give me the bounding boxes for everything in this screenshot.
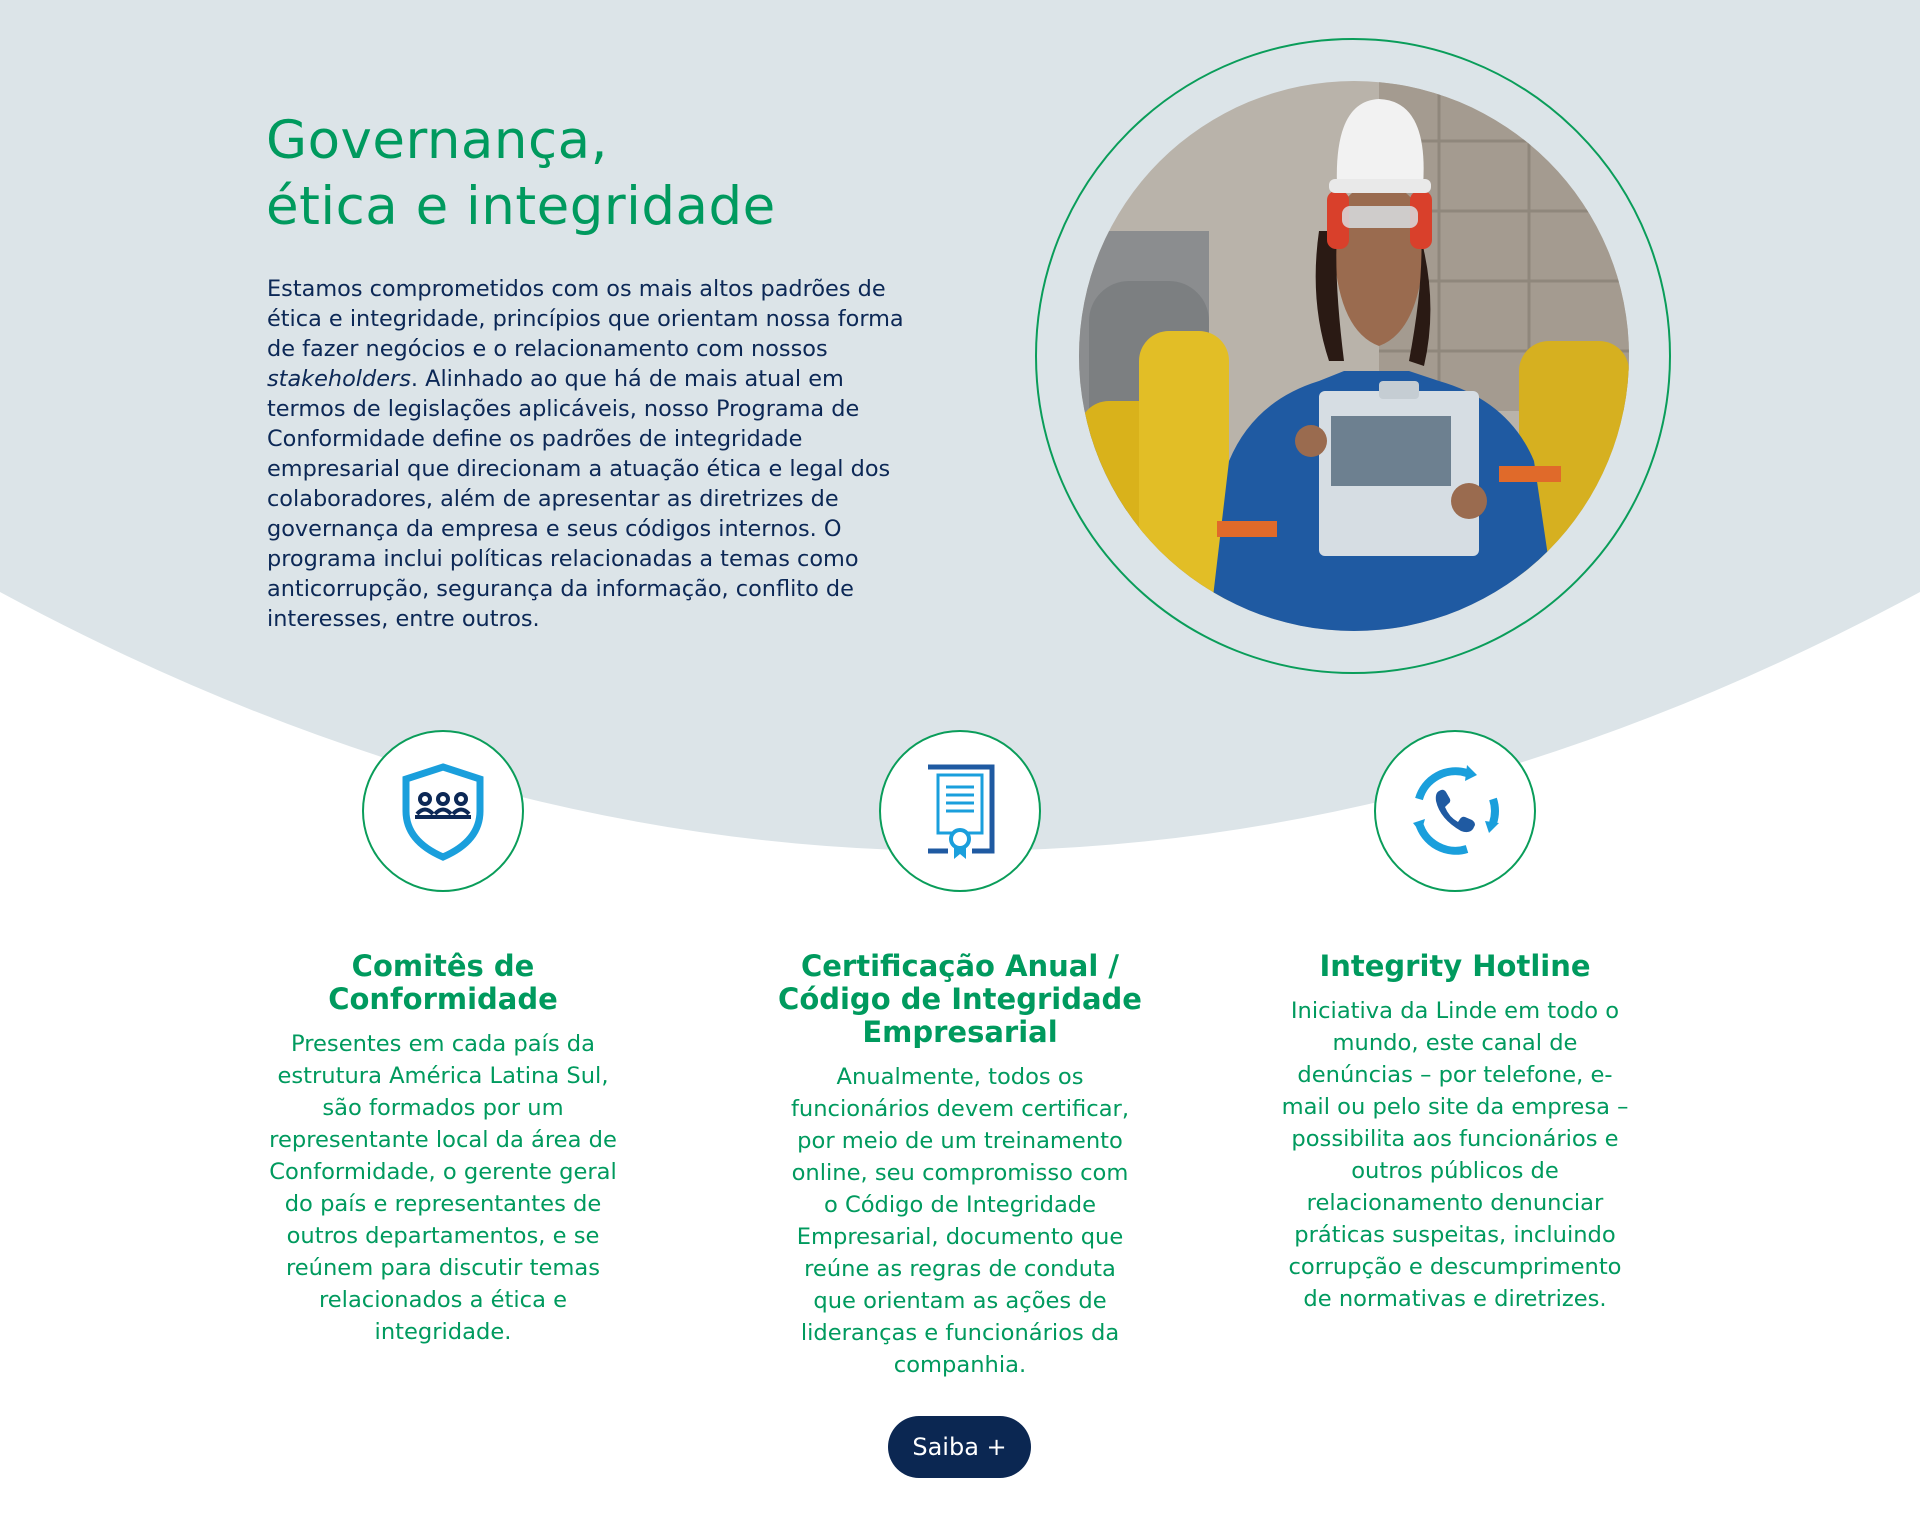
feature-certification-title — [750, 950, 1170, 1049]
hero-text-part-2: . Alinhado ao que há de mais atual em termos de legislações aplicáveis, nosso Programa de Conformidade define os padrões de integridade empresarial que direcionam a atuação ética e legal dos colaboradores, além de apresentar as diretrizes de governança da empresa e seus códigos internos. O programa inclui políticas relacionadas a temas como anticorrupção, segurança da informação, conflito de interesses, entre outros. — [267, 366, 891, 632]
page-title — [266, 108, 776, 240]
feature-hotline-text: Iniciativa da Linde em todo o mundo, este canal de denúncias – por telefone, e-mail ou pelo site da empresa – possibilita aos funcionários e outros públicos de relacionamento denunciar práticas suspeitas, incluindo corrupção e descumprimento de normativas e diretrizes. — [1281, 998, 1629, 1312]
hero-paragraph — [267, 274, 917, 634]
page-title-line-1: Governança, — [266, 110, 608, 171]
feature-certification-text: Anualmente, todos os funcionários devem certificar, por meio de um treinamento online, seu compromisso com o Código de Integridade Empresarial, documento que reúne as regras de conduta que orientam as ações de lideranças e funcionários da companhia. — [790, 1064, 1130, 1378]
saiba-mais-button[interactable]: Saiba + — [888, 1416, 1031, 1478]
feature-certification-title-line-2: Código de Integridade — [778, 982, 1142, 1016]
shield-people-icon — [398, 761, 488, 861]
phone-cycle-icon — [1405, 761, 1505, 861]
feature-certification-title-line-1: Certificação Anual / — [800, 949, 1120, 983]
feature-hotline-title: Integrity Hotline — [1319, 949, 1591, 983]
page-title-line-2: ética e integridade — [266, 176, 776, 237]
hero-text-italic: stakeholders — [267, 366, 411, 392]
feature-committees-title — [233, 950, 653, 1016]
feature-committees-title-line-1: Comitês de — [351, 949, 535, 983]
worker-photo — [1079, 81, 1629, 631]
committees-icon-circle — [362, 730, 524, 892]
hotline-icon-circle — [1374, 730, 1536, 892]
feature-committees — [233, 950, 653, 1348]
feature-committees-text: Presentes em cada país da estrutura América Latina Sul, são formados por um representante local da área de Conformidade, o gerente geral do país e representantes de outros departamentos, e se reúnem para discutir temas relacionados a ética e integridade. — [269, 1031, 617, 1345]
feature-hotline — [1245, 950, 1665, 1315]
certificate-icon — [920, 761, 1000, 861]
feature-certification-title-line-3: Empresarial — [862, 1015, 1058, 1049]
feature-certification — [750, 950, 1170, 1381]
certificate-icon-circle — [879, 730, 1041, 892]
feature-committees-title-line-2: Conformidade — [328, 982, 558, 1016]
hero-text-part-1: Estamos comprometidos com os mais altos padrões de ética e integridade, princípios que orientam nossa forma de fazer negócios e o relacionamento com nossos — [267, 276, 904, 362]
